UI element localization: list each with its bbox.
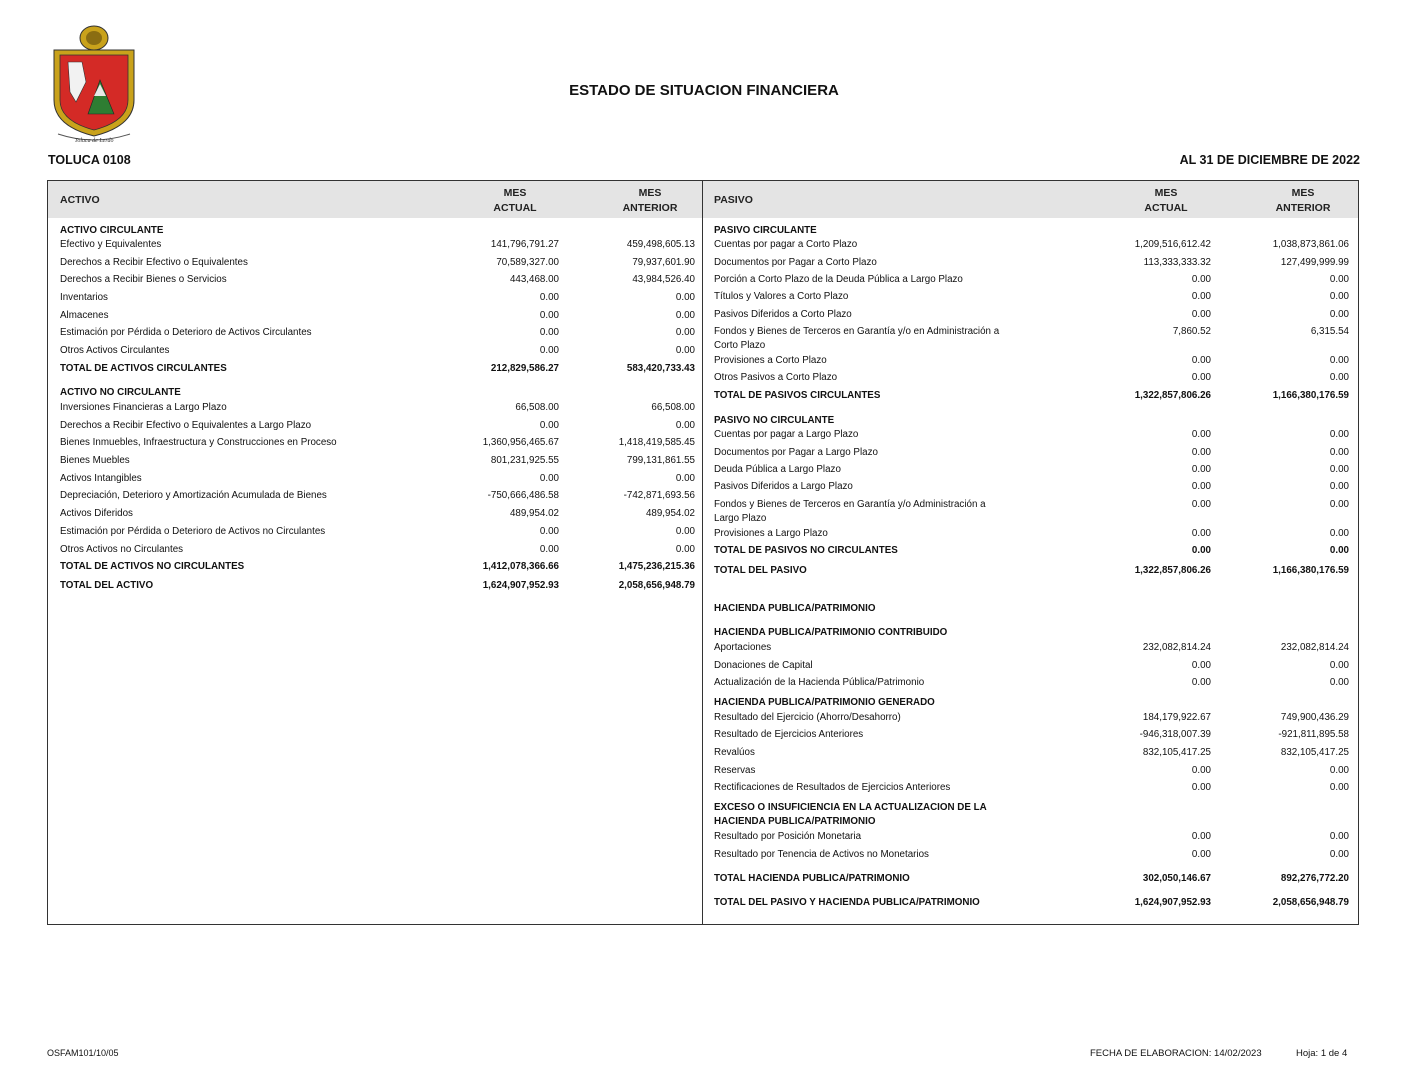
pasivo-row-label-continued: HACIENDA PUBLICA/PATRIMONIO [714,816,876,827]
pasivo-row-label: Resultado por Tenencia de Activos no Monetarios [714,849,929,860]
activo-row-value-actual: 0.00 [539,420,559,431]
pasivo-row-value-actual: 1,322,857,806.26 [1134,565,1211,576]
pasivo-row-label: Resultado por Posición Monetaria [714,831,862,842]
pasivo-row-value-actual: -946,318,007.39 [1139,729,1211,740]
pasivo-row-value-anterior: 892,276,772.20 [1280,873,1349,884]
pasivo-row-value-actual: 0.00 [1191,831,1211,842]
elaboration-date: FECHA DE ELABORACION: 14/02/2023 [1090,1048,1262,1059]
pasivo-row-value-anterior: 1,038,873,861.06 [1272,239,1349,250]
pasivo-row-value-anterior: 0.00 [1329,849,1349,860]
pasivo-row-label: HACIENDA PUBLICA/PATRIMONIO [714,603,876,614]
pasivo-row-value-actual: 0.00 [1191,464,1211,475]
logo-motto: Toluca de Lerdo [74,138,114,144]
activo-row-label: Otros Activos Circulantes [60,345,170,356]
pasivo-row-label: Cuentas por pagar a Largo Plazo [714,429,859,440]
mes-label: MES [638,187,662,199]
pasivo-row-value-anterior: 0.00 [1329,447,1349,458]
activo-row-label: Efectivo y Equivalentes [60,239,162,250]
activo-row-value-actual: 0.00 [539,327,559,338]
pasivo-row-label: Pasivos Diferidos a Largo Plazo [714,481,853,492]
activo-row-value-actual: 801,231,925.55 [490,455,559,466]
activo-row-value-anterior: 1,475,236,215.36 [618,561,695,572]
activo-row-value-anterior: 459,498,605.13 [626,239,695,250]
activo-row-label: Inventarios [60,292,108,303]
activo-row-label: Bienes Muebles [60,455,130,466]
activo-row-value-actual: 1,624,907,952.93 [482,580,559,591]
pasivo-row-label: Provisiones a Largo Plazo [714,528,828,539]
activo-row-label: Derechos a Recibir Efectivo o Equivalentes a Largo Plazo [60,420,312,431]
actual-label: ACTUAL [493,202,537,214]
pasivo-row-label: Documentos por Pagar a Largo Plazo [714,447,878,458]
form-code: OSFAM101/10/05 [47,1048,119,1058]
pasivo-row-label-continued: Largo Plazo [714,513,767,524]
pasivo-row-value-actual: 0.00 [1191,528,1211,539]
pasivo-row-label: TOTAL HACIENDA PUBLICA/PATRIMONIO [714,873,910,884]
activo-row-value-anterior: -742,871,693.56 [623,490,695,501]
pasivo-row-label-continued: Corto Plazo [714,340,766,351]
anterior-label: ANTERIOR [1275,202,1331,214]
pasivo-row-value-actual: 0.00 [1191,782,1211,793]
pasivo-row-value-anterior: 0.00 [1329,831,1349,842]
activo-row-value-anterior: 79,937,601.90 [632,257,695,268]
mes-label: MES [503,187,527,199]
pasivo-row-value-actual: 7,860.52 [1172,326,1211,337]
entity-name: TOLUCA 0108 [48,153,131,167]
pasivo-row-label: TOTAL DE PASIVOS CIRCULANTES [714,390,881,401]
activo-row-value-actual: 1,412,078,366.66 [482,561,559,572]
pasivo-row-label: Otros Pasivos a Corto Plazo [714,372,838,383]
activo-row-value-anterior: 0.00 [675,310,695,321]
pasivo-row-value-anterior: 0.00 [1329,355,1349,366]
pasivo-row-value-actual: 302,050,146.67 [1142,873,1211,884]
pasivo-row-label: Fondos y Bienes de Terceros en Garantía y/o Administración a [714,499,986,510]
activo-row-label: Derechos a Recibir Bienes o Servicios [60,274,227,285]
pasivo-anterior-header [1258,186,1348,216]
pasivo-row-value-anterior: 0.00 [1329,765,1349,776]
pasivo-row-value-anterior: 0.00 [1329,545,1349,556]
activo-row-value-actual: 0.00 [539,526,559,537]
activo-row-label: TOTAL DEL ACTIVO [60,580,154,591]
activo-row-value-actual: -750,666,486.58 [487,490,559,501]
pasivo-row-value-anterior: 0.00 [1329,372,1349,383]
activo-row-value-actual: 489,954.02 [509,508,559,519]
page-number: Hoja: 1 de 4 [1296,1048,1348,1059]
pasivo-row-label: Rectificaciones de Resultados de Ejercicios Anteriores [714,782,951,793]
activo-row-value-anterior: 0.00 [675,473,695,484]
pasivo-row-value-anterior: 0.00 [1329,481,1349,492]
pasivo-row-value-anterior: 0.00 [1329,499,1349,510]
activo-row-value-anterior: 43,984,526.40 [632,274,695,285]
pasivo-row-value-anterior: 0.00 [1329,660,1349,671]
page-title: ESTADO DE SITUACION FINANCIERA [569,82,839,99]
activo-row-value-actual: 141,796,791.27 [490,239,559,250]
pasivo-row-label: TOTAL DE PASIVOS NO CIRCULANTES [714,545,898,556]
activo-row-label: Estimación por Pérdida o Deterioro de Activos Circulantes [60,327,312,338]
activo-row-value-anterior: 0.00 [675,345,695,356]
pasivo-row-value-anterior: 0.00 [1329,274,1349,285]
pasivo-row-value-actual: 113,333,333.32 [1143,257,1211,268]
activo-row-value-anterior: 1,418,419,585.45 [618,437,695,448]
pasivo-row-label: TOTAL DEL PASIVO [714,565,807,576]
activo-row-label: Bienes Inmuebles, Infraestructura y Construcciones en Proceso [60,437,337,448]
pasivo-row-label: Porción a Corto Plazo de la Deuda Pública a Largo Plazo [714,274,963,285]
activo-row-value-anterior: 0.00 [675,420,695,431]
pasivo-row-value-anterior: 0.00 [1329,464,1349,475]
pasivo-row-value-actual: 1,322,857,806.26 [1134,390,1211,401]
pasivo-row-value-anterior: 0.00 [1329,291,1349,302]
pasivo-row-value-actual: 0.00 [1191,355,1211,366]
pasivo-row-label: Cuentas por pagar a Corto Plazo [714,239,858,250]
activo-row-label: Activos Intangibles [60,473,142,484]
activo-row-value-anterior: 66,508.00 [651,402,695,413]
activo-row-value-actual: 212,829,586.27 [490,363,559,374]
activo-row-label: Depreciación, Deterioro y Amortización Acumulada de Bienes [60,490,327,501]
actual-label: ACTUAL [1144,202,1188,214]
pasivo-row-label: Deuda Pública a Largo Plazo [714,464,841,475]
pasivo-row-value-anterior: 1,166,380,176.59 [1272,565,1349,576]
pasivo-row-value-actual: 1,624,907,952.93 [1134,897,1211,908]
pasivo-row-value-anterior: 127,499,999.99 [1280,257,1349,268]
activo-row-value-anterior: 0.00 [675,526,695,537]
pasivo-row-value-anterior: 6,315.54 [1310,326,1349,337]
pasivo-row-value-actual: 0.00 [1191,429,1211,440]
activo-row-label: Almacenes [60,310,109,321]
pasivo-row-value-anterior: -921,811,895.58 [1278,729,1349,740]
pasivo-row-label: HACIENDA PUBLICA/PATRIMONIO CONTRIBUIDO [714,627,948,638]
pasivo-row-value-anterior: 749,900,436.29 [1280,712,1349,723]
pasivo-row-value-actual: 0.00 [1191,545,1211,556]
pasivo-row-value-actual: 184,179,922.67 [1142,712,1211,723]
pasivo-row-label: Provisiones a Corto Plazo [714,355,827,366]
pasivo-row-value-actual: 0.00 [1191,677,1211,688]
activo-anterior-header [605,186,695,216]
pasivo-row-value-actual: 0.00 [1191,849,1211,860]
mes-label: MES [1154,187,1178,199]
activo-row-value-anterior: 0.00 [675,327,695,338]
pasivo-row-value-anterior: 0.00 [1329,429,1349,440]
activo-row-value-anterior: 0.00 [675,544,695,555]
pasivo-row-value-actual: 0.00 [1191,274,1211,285]
pasivo-column-title: PASIVO [714,194,753,206]
pasivo-row-label: Reservas [714,765,756,776]
pasivo-row-value-actual: 232,082,814.24 [1142,642,1211,653]
activo-row-label: Estimación por Pérdida o Deterioro de Activos no Circulantes [60,526,326,537]
activo-row-value-actual: 70,589,327.00 [496,257,559,268]
pasivo-row-label: HACIENDA PUBLICA/PATRIMONIO GENERADO [714,697,935,708]
activo-header-band [48,181,702,218]
pasivo-row-value-actual: 0.00 [1191,765,1211,776]
activo-row-label: TOTAL DE ACTIVOS NO CIRCULANTES [60,561,245,572]
activo-row-value-actual: 0.00 [539,310,559,321]
pasivo-row-label: EXCESO O INSUFICIENCIA EN LA ACTUALIZACION DE LA [714,802,987,813]
pasivo-row-value-actual: 0.00 [1191,291,1211,302]
pasivo-row-label: Aportaciones [714,642,772,653]
pasivo-actual-header [1121,186,1211,216]
pasivo-row-value-anterior: 0.00 [1329,528,1349,539]
pasivo-row-value-anterior: 832,105,417.25 [1280,747,1349,758]
pasivo-row-label: PASIVO CIRCULANTE [714,225,817,236]
activo-row-value-actual: 0.00 [539,345,559,356]
activo-row-value-anterior: 0.00 [675,292,695,303]
pasivo-row-value-actual: 1,209,516,612.42 [1134,239,1211,250]
activo-row-value-actual: 1,360,956,465.67 [482,437,559,448]
pasivo-row-label: Donaciones de Capital [714,660,813,671]
pasivo-row-value-anterior: 1,166,380,176.59 [1272,390,1349,401]
pasivo-row-value-actual: 0.00 [1191,447,1211,458]
pasivo-row-label: Documentos por Pagar a Corto Plazo [714,257,877,268]
activo-actual-header [470,186,560,216]
activo-row-value-anterior: 2,058,656,948.79 [618,580,695,591]
activo-row-label: Activos Diferidos [60,508,133,519]
pasivo-row-value-actual: 0.00 [1191,372,1211,383]
pasivo-row-value-anterior: 232,082,814.24 [1280,642,1349,653]
pasivo-row-label: Resultado de Ejercicios Anteriores [714,729,864,740]
pasivo-row-value-anterior: 0.00 [1329,309,1349,320]
pasivo-row-value-actual: 0.00 [1191,309,1211,320]
activo-row-value-actual: 0.00 [539,473,559,484]
pasivo-row-label: Títulos y Valores a Corto Plazo [714,291,849,302]
activo-row-value-actual: 0.00 [539,544,559,555]
pasivo-row-value-actual: 0.00 [1191,499,1211,510]
activo-row-label: ACTIVO NO CIRCULANTE [60,387,181,398]
activo-row-label: Otros Activos no Circulantes [60,544,184,555]
activo-row-label: Derechos a Recibir Efectivo o Equivalentes [60,257,248,268]
pasivo-row-value-actual: 0.00 [1191,481,1211,492]
pasivo-row-value-anterior: 0.00 [1329,782,1349,793]
pasivo-row-label: TOTAL DEL PASIVO Y HACIENDA PUBLICA/PATRIMONIO [714,897,980,908]
activo-row-label: TOTAL DE ACTIVOS CIRCULANTES [60,363,227,374]
pasivo-row-value-actual: 832,105,417.25 [1142,747,1211,758]
activo-column-title: ACTIVO [60,194,100,206]
mes-label: MES [1291,187,1315,199]
activo-row-label: Inversiones Financieras a Largo Plazo [60,402,227,413]
pasivo-row-label: PASIVO NO CIRCULANTE [714,415,835,426]
pasivo-row-value-anterior: 2,058,656,948.79 [1272,897,1349,908]
activo-row-label: ACTIVO CIRCULANTE [60,225,164,236]
activo-row-value-actual: 66,508.00 [515,402,559,413]
pasivo-row-label: Revalúos [714,747,755,758]
pasivo-row-label: Pasivos Diferidos a Corto Plazo [714,309,852,320]
anterior-label: ANTERIOR [622,202,678,214]
activo-row-value-actual: 0.00 [539,292,559,303]
pasivo-row-value-actual: 0.00 [1191,660,1211,671]
report-date: AL 31 DE DICIEMBRE DE 2022 [1179,153,1360,167]
pasivo-row-value-anterior: 0.00 [1329,677,1349,688]
activo-row-value-actual: 443,468.00 [509,274,559,285]
activo-row-value-anterior: 799,131,861.55 [626,455,695,466]
activo-row-value-anterior: 489,954.02 [645,508,695,519]
activo-row-value-anterior: 583,420,733.43 [626,363,695,374]
pasivo-row-label: Actualización de la Hacienda Pública/Patrimonio [714,677,925,688]
pasivo-row-label: Fondos y Bienes de Terceros en Garantía y/o en Administración a [714,326,1000,337]
column-divider [702,180,703,925]
pasivo-row-label: Resultado del Ejercicio (Ahorro/Desahorro) [714,712,901,723]
